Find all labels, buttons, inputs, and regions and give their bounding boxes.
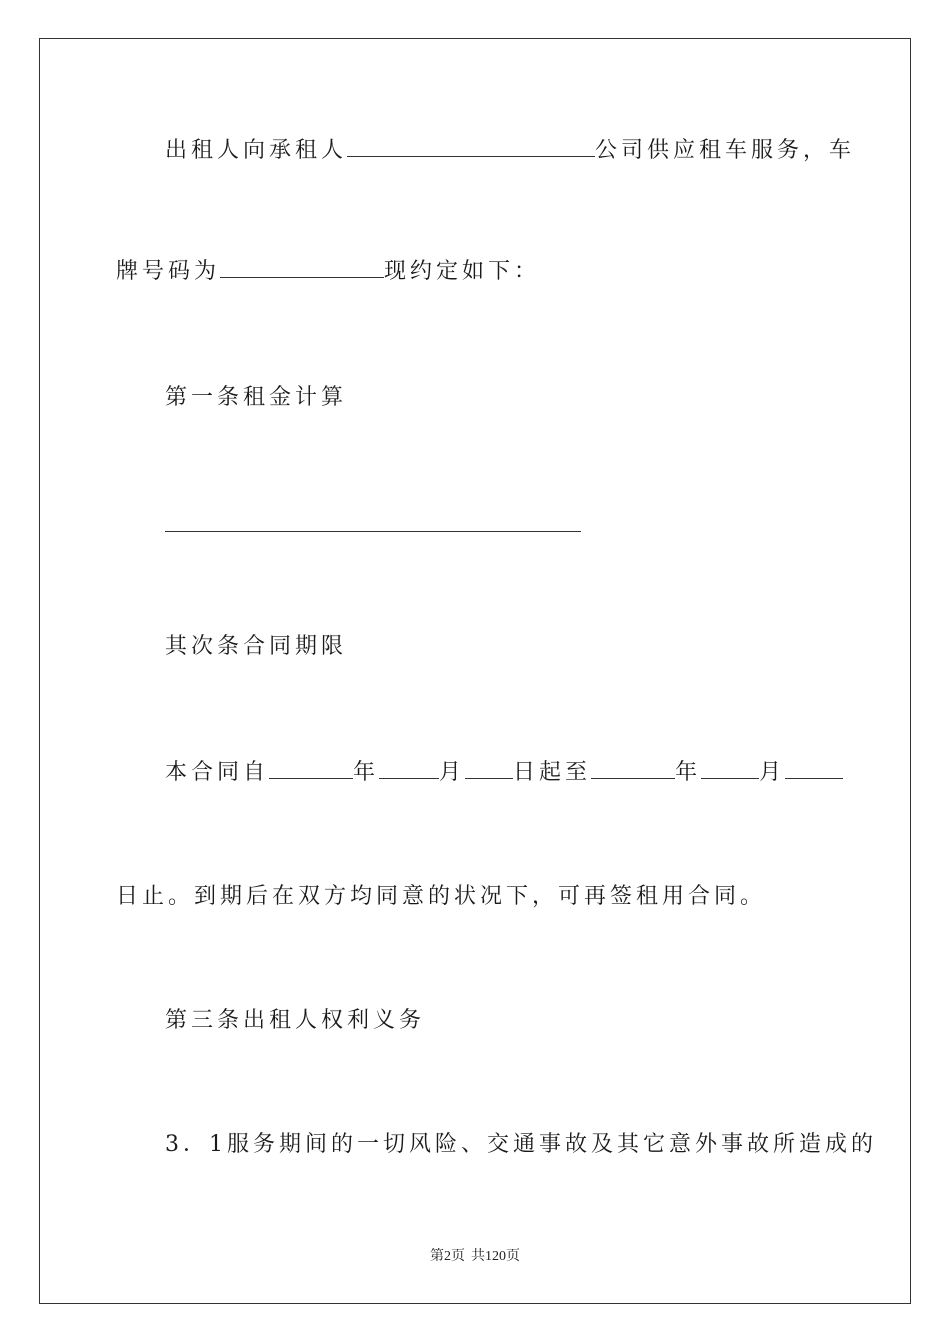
page-footer (0, 1247, 950, 1267)
blank-end-day[interactable] (785, 758, 843, 779)
blank-end-year[interactable] (591, 758, 675, 779)
text-agree-as-follows: 现约定如下： (384, 259, 541, 284)
text-lessor-to-lessee: 出租人向承租人 (165, 138, 348, 163)
blank-line-rent[interactable] (165, 511, 581, 541)
text-month: 月 (439, 760, 466, 785)
blank-end-month[interactable] (701, 758, 759, 779)
blank-start-month[interactable] (379, 758, 439, 779)
footer-page-number: 第2页 (430, 1249, 465, 1264)
heading-lessor-rights: 第三条出租人权利义务 (165, 1008, 426, 1033)
text-plate-number: 牌号码为 (116, 259, 221, 284)
paragraph-contract-dates (165, 758, 843, 788)
paragraph-lessor-service (165, 136, 855, 166)
heading-contract-term: 其次条合同期限 (165, 634, 348, 659)
paragraph-plate-number (116, 257, 540, 287)
blank-rent-calculation[interactable] (165, 511, 581, 532)
blank-start-day[interactable] (465, 758, 513, 779)
paragraph-contract-renewal: 日止。到期后在双方均同意的状况下，可再签租用合同。 (116, 884, 767, 909)
heading-rent-calculation: 第一条租金计算 (165, 385, 348, 410)
footer-total-pages: 共120页 (471, 1249, 520, 1264)
blank-lessee-name[interactable] (347, 136, 595, 157)
page-frame (39, 38, 911, 1304)
text-year-end: 年 (675, 760, 702, 785)
text-year: 年 (353, 760, 380, 785)
text-company-service: 公司供应租车服务，车 (595, 138, 856, 163)
text-contract-from: 本合同自 (165, 760, 270, 785)
text-day-until: 日起至 (513, 760, 592, 785)
blank-plate-number[interactable] (220, 257, 384, 278)
blank-start-year[interactable] (269, 758, 353, 779)
paragraph-clause-3-1: 3．1服务期间的一切风险、交通事故及其它意外事故所造成的 (165, 1132, 877, 1157)
text-month-end: 月 (759, 760, 786, 785)
